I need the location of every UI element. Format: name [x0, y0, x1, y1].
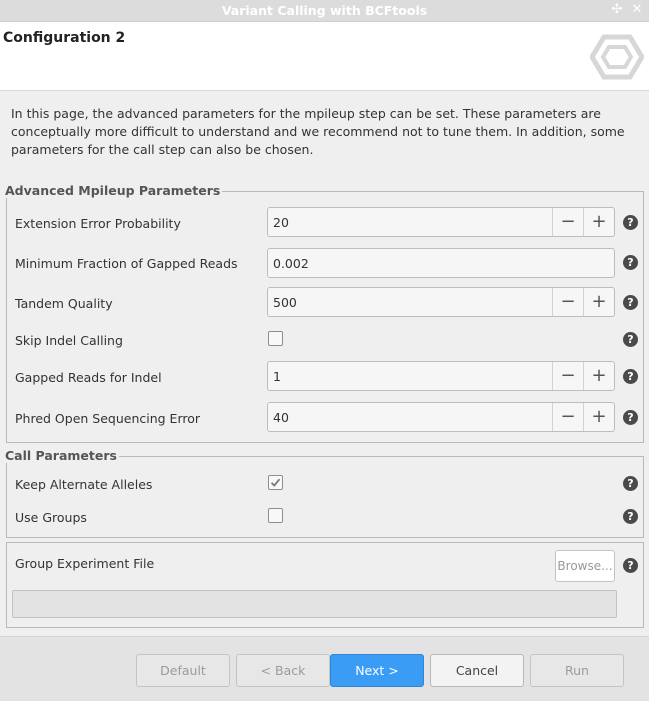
tandem-quality-help-icon[interactable]: ?	[623, 295, 638, 310]
tandem-quality-increment-button[interactable]: +	[583, 288, 614, 316]
phred-open-spinbox[interactable]	[267, 402, 615, 432]
browse-button[interactable]: Browse...	[555, 550, 615, 582]
run-button[interactable]: Run	[530, 654, 624, 687]
cancel-button[interactable]: Cancel	[430, 654, 524, 687]
gapped-reads-increment-button[interactable]: +	[583, 362, 614, 390]
close-icon[interactable]: ✕	[631, 2, 643, 17]
back-button[interactable]: < Back	[236, 654, 330, 687]
wizard-footer	[0, 636, 649, 701]
skip-indel-help-icon[interactable]: ?	[623, 332, 638, 347]
tandem-quality-spinbox[interactable]	[267, 287, 615, 317]
min-fraction-label: Minimum Fraction of Gapped Reads	[15, 256, 238, 271]
extension-error-decrement-button[interactable]: −	[552, 208, 583, 236]
min-fraction-value[interactable]: 0.002	[273, 256, 309, 271]
gapped-reads-decrement-button[interactable]: −	[552, 362, 583, 390]
extension-error-help-icon[interactable]: ?	[623, 215, 638, 230]
gapped-reads-spinbox[interactable]	[267, 361, 615, 391]
window-title: Variant Calling with BCFtools	[221, 3, 428, 18]
page-title: Configuration 2	[3, 30, 126, 46]
phred-open-help-icon[interactable]: ?	[623, 410, 638, 425]
wizard-header	[0, 22, 649, 91]
extension-error-label: Extension Error Probability	[15, 216, 181, 231]
phred-open-value[interactable]: 40	[273, 410, 289, 425]
keep-alternate-checkbox[interactable]	[268, 475, 283, 490]
intro-text: In this page, the advanced parameters for the mpileup step can be set. These parameters are conceptually more difficult to understand and we recommend not to tune them. In addition, some parameters for the call step can also be chosen.	[11, 106, 625, 157]
default-button[interactable]: Default	[136, 654, 230, 687]
phred-open-decrement-button[interactable]: −	[552, 403, 583, 431]
use-groups-checkbox[interactable]	[268, 508, 283, 523]
hexagon-logo-icon	[590, 34, 644, 80]
extension-error-increment-button[interactable]: +	[583, 208, 614, 236]
use-groups-help-icon[interactable]: ?	[623, 509, 638, 524]
call-group-title: Call Parameters	[5, 448, 117, 463]
extension-error-value[interactable]: 20	[273, 215, 289, 230]
tandem-quality-decrement-button[interactable]: −	[552, 288, 583, 316]
skip-indel-label: Skip Indel Calling	[15, 333, 123, 348]
gapped-reads-label: Gapped Reads for Indel	[15, 370, 162, 385]
extension-error-spinbox[interactable]	[267, 207, 615, 237]
group-file-path-field[interactable]	[12, 590, 617, 618]
group-file-label: Group Experiment File	[15, 556, 155, 571]
phred-open-label: Phred Open Sequencing Error	[15, 411, 201, 426]
keep-alternate-label: Keep Alternate Alleles	[15, 477, 153, 492]
tandem-quality-label: Tandem Quality	[15, 296, 113, 311]
gapped-reads-value[interactable]: 1	[273, 369, 281, 384]
pin-icon[interactable]: ✣	[611, 2, 623, 17]
advanced-group-title: Advanced Mpileup Parameters	[5, 183, 221, 198]
group-file-help-icon[interactable]: ?	[623, 558, 638, 573]
tandem-quality-value[interactable]: 500	[273, 295, 297, 310]
skip-indel-checkbox[interactable]	[268, 331, 283, 346]
phred-open-increment-button[interactable]: +	[583, 403, 614, 431]
checkmark-icon	[269, 476, 282, 489]
gapped-reads-help-icon[interactable]: ?	[623, 369, 638, 384]
call-parameters-group	[6, 456, 644, 538]
min-fraction-input[interactable]	[267, 248, 615, 278]
next-button[interactable]: Next >	[330, 654, 424, 687]
min-fraction-help-icon[interactable]: ?	[623, 255, 638, 270]
keep-alternate-help-icon[interactable]: ?	[623, 476, 638, 491]
use-groups-label: Use Groups	[15, 510, 87, 525]
window-titlebar	[0, 0, 649, 22]
